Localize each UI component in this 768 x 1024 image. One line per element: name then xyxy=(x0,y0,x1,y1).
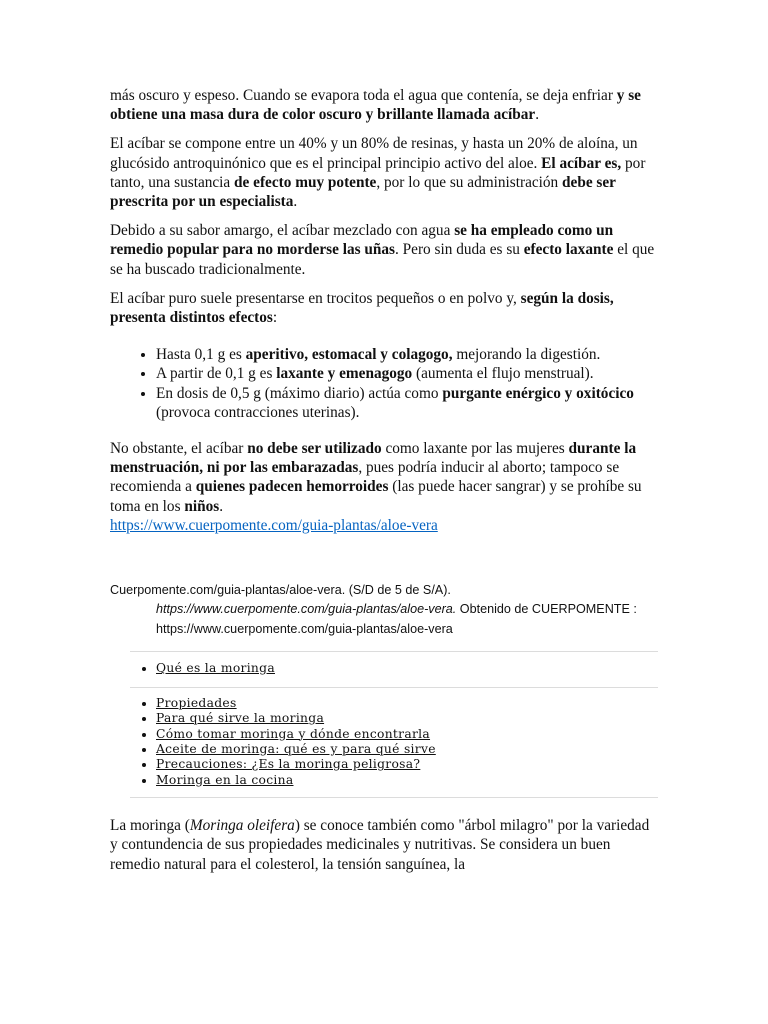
paragraph-acibar-dosis: El acíbar puro suele presentarse en trocitos pequeños o en polvo y, según la dosis, presenta distintos efectos: xyxy=(110,289,614,327)
toc-link-como-tomar[interactable]: Cómo tomar moringa y dónde encontrarla xyxy=(156,726,431,741)
toc-link-precauciones[interactable]: Precauciones: ¿Es la moringa peligrosa? xyxy=(156,757,421,772)
toc-item xyxy=(156,696,658,711)
paragraph-acibar-uses: Debido a su sabor amargo, el acíbar mezclado con agua se ha empleado como un remedio popular para no morderse las uñas. Pero sin duda es su efecto laxante el que se ha buscado tradicionalmente. xyxy=(110,222,655,278)
toc-link-aceite[interactable]: Aceite de moringa: qué es y para qué sirve xyxy=(156,741,436,756)
effects-list-item: • En dosis de 0,5 g (máximo diario) actúa como purgante enérgico y oxitócico (provoca contracciones uterinas). xyxy=(156,384,658,422)
document-page xyxy=(110,86,658,884)
toc-item xyxy=(156,742,658,757)
effects-list-item: • Hasta 0,1 g es aperitivo, estomacal y colagogo, mejorando la digestión. xyxy=(156,345,658,364)
divider xyxy=(130,651,658,652)
toc-link-para-que-sirve[interactable]: Para qué sirve la moringa xyxy=(156,711,325,726)
effects-list xyxy=(110,345,658,422)
moringa-table-of-contents xyxy=(110,651,658,798)
reference-source: https://www.cuerpomente.com/guia-plantas/aloe-vera. Obtenido de CUERPOMENTE : xyxy=(156,602,637,617)
toc-item xyxy=(156,661,658,676)
effects-list-item: • A partir de 0,1 g es laxante y emenagogo (aumenta el flujo menstrual). xyxy=(156,364,658,383)
toc-link-cocina[interactable]: Moringa en la cocina xyxy=(156,772,294,787)
divider xyxy=(130,797,658,798)
paragraph-acibar-warnings: No obstante, el acíbar no debe ser utilizado como laxante por las mujeres durante la menstruación, ni por las embarazadas, pues podría inducir al aborto; tampoco se recomienda a quienes padecen hemorroides (las puede hacer sangrar) y se prohíbe su toma en los niños. https://www.cuerpomente.com/guia-plantas/aloe-vera xyxy=(110,440,642,534)
paragraph-acibar-composition: El acíbar se compone entre un 40% y un 80% de resinas, y hasta un 20% de aloína, un glucósido antroquinónico que es el principal principio activo del aloe. El acíbar es, por tanto, una sustancia de efecto muy potente, por lo que su administración debe ser prescrita por un especialista. xyxy=(110,135,646,211)
toc-list-first xyxy=(110,661,658,676)
divider xyxy=(130,687,658,688)
reference-url: https://www.cuerpomente.com/guia-plantas/aloe-vera xyxy=(156,621,453,636)
aloe-vera-link[interactable]: https://www.cuerpomente.com/guia-plantas/aloe-vera xyxy=(110,516,438,534)
toc-list xyxy=(110,696,658,788)
toc-link-que-es[interactable]: Qué es la moringa xyxy=(156,661,275,676)
spacer xyxy=(110,535,658,581)
toc-link-propiedades[interactable]: Propiedades xyxy=(156,695,237,710)
reference-citation: Cuerpomente.com/guia-plantas/aloe-vera. (S/D de 5 de S/A). xyxy=(110,583,451,598)
toc-item xyxy=(156,773,658,788)
paragraph-acibar-origin: más oscuro y espeso. Cuando se evapora toda el agua que contenía, se deja enfriar y se obtiene una masa dura de color oscuro y brillante llamada acíbar. xyxy=(110,87,641,124)
toc-item xyxy=(156,757,658,772)
paragraph-moringa-intro: La moringa (Moringa oleifera) se conoce también como "árbol milagro" por la variedad y contundencia de sus propiedades medicinales y nutritivas. Se considera un buen remedio natural para el colesterol, la tensión sanguínea, la xyxy=(110,817,650,873)
toc-item xyxy=(156,711,658,726)
toc-item xyxy=(156,727,658,742)
